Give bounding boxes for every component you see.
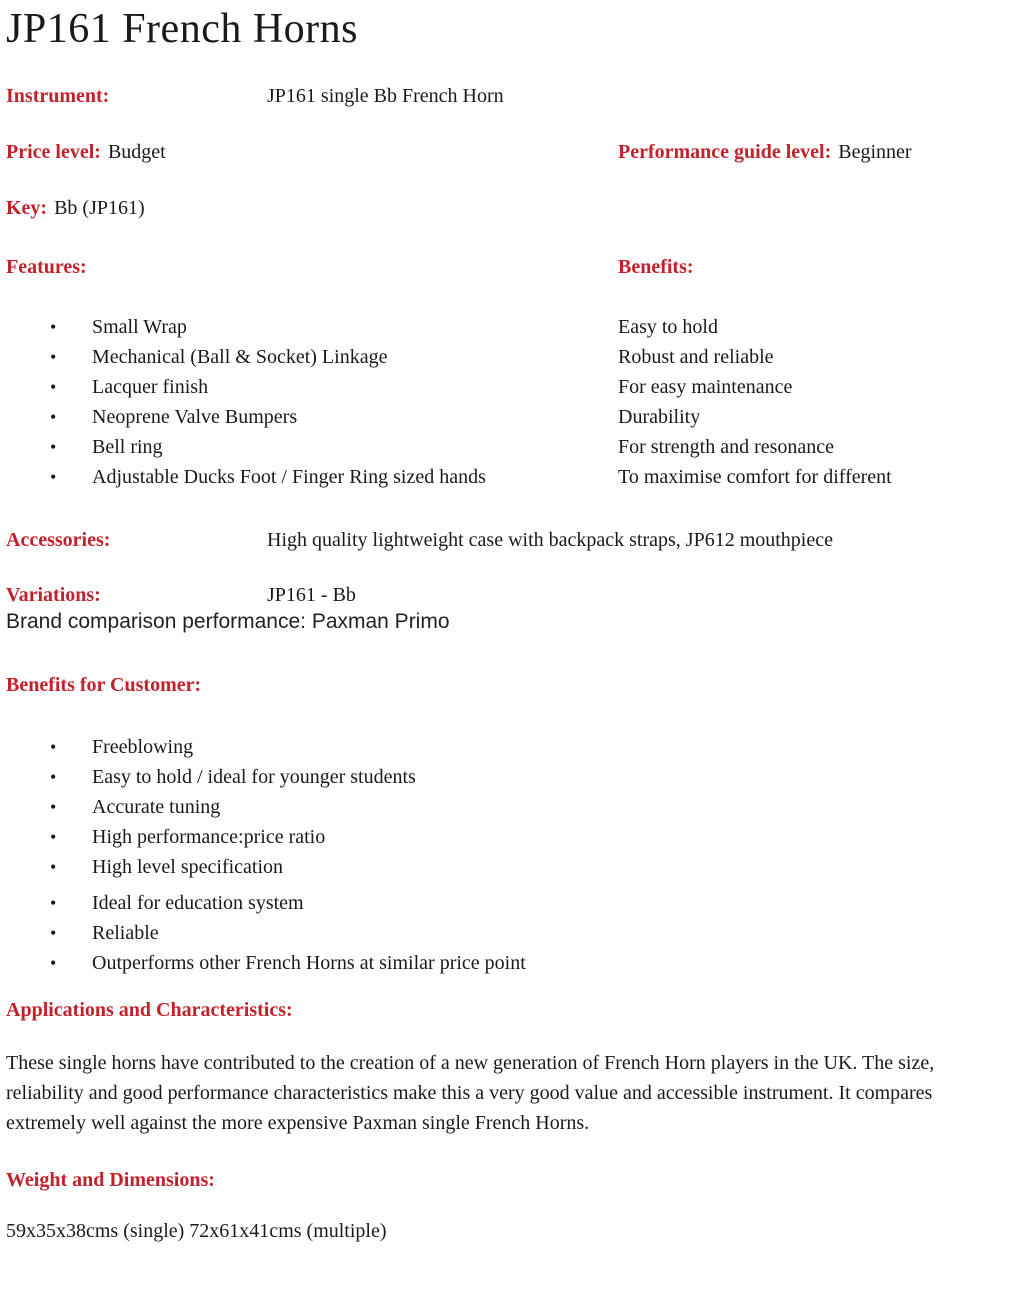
feature-item — [6, 312, 504, 342]
price-level-value: Budget — [107, 141, 166, 163]
list-item — [6, 762, 906, 792]
feature-text: Adjustable Ducks Foot / Finger Ring sized hands — [92, 466, 486, 488]
price-level-label: Price level: — [6, 141, 101, 163]
list-item — [6, 948, 906, 978]
instrument-row — [6, 84, 1008, 108]
applications-heading: Applications and Characteristics: — [6, 999, 293, 1021]
bullet-icon: • — [50, 893, 57, 913]
variations-row — [6, 583, 1008, 607]
feature-text: Mechanical (Ball & Socket) Linkage — [92, 346, 388, 368]
bullet-icon: • — [50, 407, 57, 427]
weight-dimensions-heading: Weight and Dimensions: — [6, 1169, 215, 1191]
list-item — [6, 732, 906, 762]
benefit-text: For easy maintenance — [618, 376, 793, 398]
bullet-icon: • — [50, 857, 57, 877]
key-label: Key: — [6, 197, 48, 219]
price-level — [6, 140, 618, 164]
feature-row — [6, 432, 1008, 462]
bullet-icon: • — [50, 467, 57, 487]
feature-row — [6, 402, 1008, 432]
bullet-icon: • — [50, 923, 57, 943]
variations-label: Variations: — [6, 584, 101, 606]
bullet-icon: • — [50, 953, 57, 973]
list-item-text: Ideal for education system — [92, 892, 304, 914]
list-item — [6, 792, 906, 822]
bullet-icon: • — [50, 767, 57, 787]
benefits-heading: Benefits: — [618, 256, 694, 278]
instrument-label: Instrument: — [6, 85, 110, 107]
benefits-for-customer-heading: Benefits for Customer: — [6, 674, 202, 696]
performance-guide-level — [618, 140, 1008, 164]
feature-row — [6, 372, 1008, 402]
feature-row — [6, 342, 1008, 372]
bullet-icon: • — [50, 347, 57, 367]
bullet-icon: • — [50, 797, 57, 817]
feature-item — [6, 342, 504, 372]
list-item-text: High performance:price ratio — [92, 826, 326, 848]
feature-text: Bell ring — [92, 436, 163, 458]
brand-comparison-line: Brand comparison performance: Paxman Primo — [6, 610, 450, 633]
performance-guide-value: Beginner — [838, 141, 912, 163]
list-item — [6, 822, 906, 852]
feature-item — [6, 372, 504, 402]
applications-paragraph: These single horns have contributed to the creation of a new generation of French Horn players in the UK. The size, reliability and good performance characteristics make this a very good value and accessible instrument. It compares extremely well against the more expensive Paxman single French Horns. — [6, 1052, 935, 1134]
key-value: Bb (JP161) — [54, 197, 145, 219]
bullet-icon: • — [50, 317, 57, 337]
list-item-text: Freeblowing — [92, 736, 194, 758]
accessories-label: Accessories: — [6, 529, 111, 551]
variations-value: JP161 - Bb — [267, 584, 356, 606]
feature-text: Lacquer finish — [92, 376, 209, 398]
page-title: JP161 French Horns — [6, 6, 358, 52]
list-item-text: Reliable — [92, 922, 159, 944]
feature-row — [6, 462, 1008, 492]
bullet-icon: • — [50, 737, 57, 757]
benefit-text: Robust and reliable — [618, 346, 774, 368]
feature-text: Neoprene Valve Bumpers — [92, 406, 298, 428]
performance-guide-label: Performance guide level: — [618, 141, 832, 163]
list-item — [6, 918, 906, 948]
list-item-text: Accurate tuning — [92, 796, 221, 818]
benefits-for-customer-list — [6, 732, 1008, 978]
bullet-icon: • — [50, 377, 57, 397]
key-row — [6, 196, 1008, 220]
price-performance-row — [6, 140, 1008, 164]
list-item — [6, 888, 906, 918]
benefit-text: For strength and resonance — [618, 436, 835, 458]
feature-item — [6, 402, 504, 432]
benefit-text: Easy to hold — [618, 316, 718, 338]
features-benefits-headings — [6, 255, 1008, 279]
list-item-text: Outperforms other French Horns at similar price point — [92, 952, 526, 974]
list-item — [6, 852, 906, 882]
feature-row — [6, 312, 1008, 342]
bullet-icon: • — [50, 827, 57, 847]
features-heading: Features: — [6, 256, 87, 278]
accessories-row — [6, 528, 1008, 552]
instrument-value: JP161 single Bb French Horn — [267, 85, 504, 107]
benefit-text: To maximise comfort for different — [618, 466, 892, 488]
weight-dimensions-value: 59x35x38cms (single) 72x61x41cms (multiple) — [6, 1220, 387, 1242]
benefit-text: Durability — [618, 406, 701, 428]
accessories-value: High quality lightweight case with backpack straps, JP612 mouthpiece — [267, 529, 833, 551]
features-benefits-list — [6, 312, 1008, 492]
bullet-icon: • — [50, 437, 57, 457]
feature-item — [6, 432, 504, 462]
list-item-text: High level specification — [92, 856, 284, 878]
feature-text: Small Wrap — [92, 316, 187, 338]
feature-item — [6, 462, 504, 492]
list-item-text: Easy to hold / ideal for younger students — [92, 766, 416, 788]
